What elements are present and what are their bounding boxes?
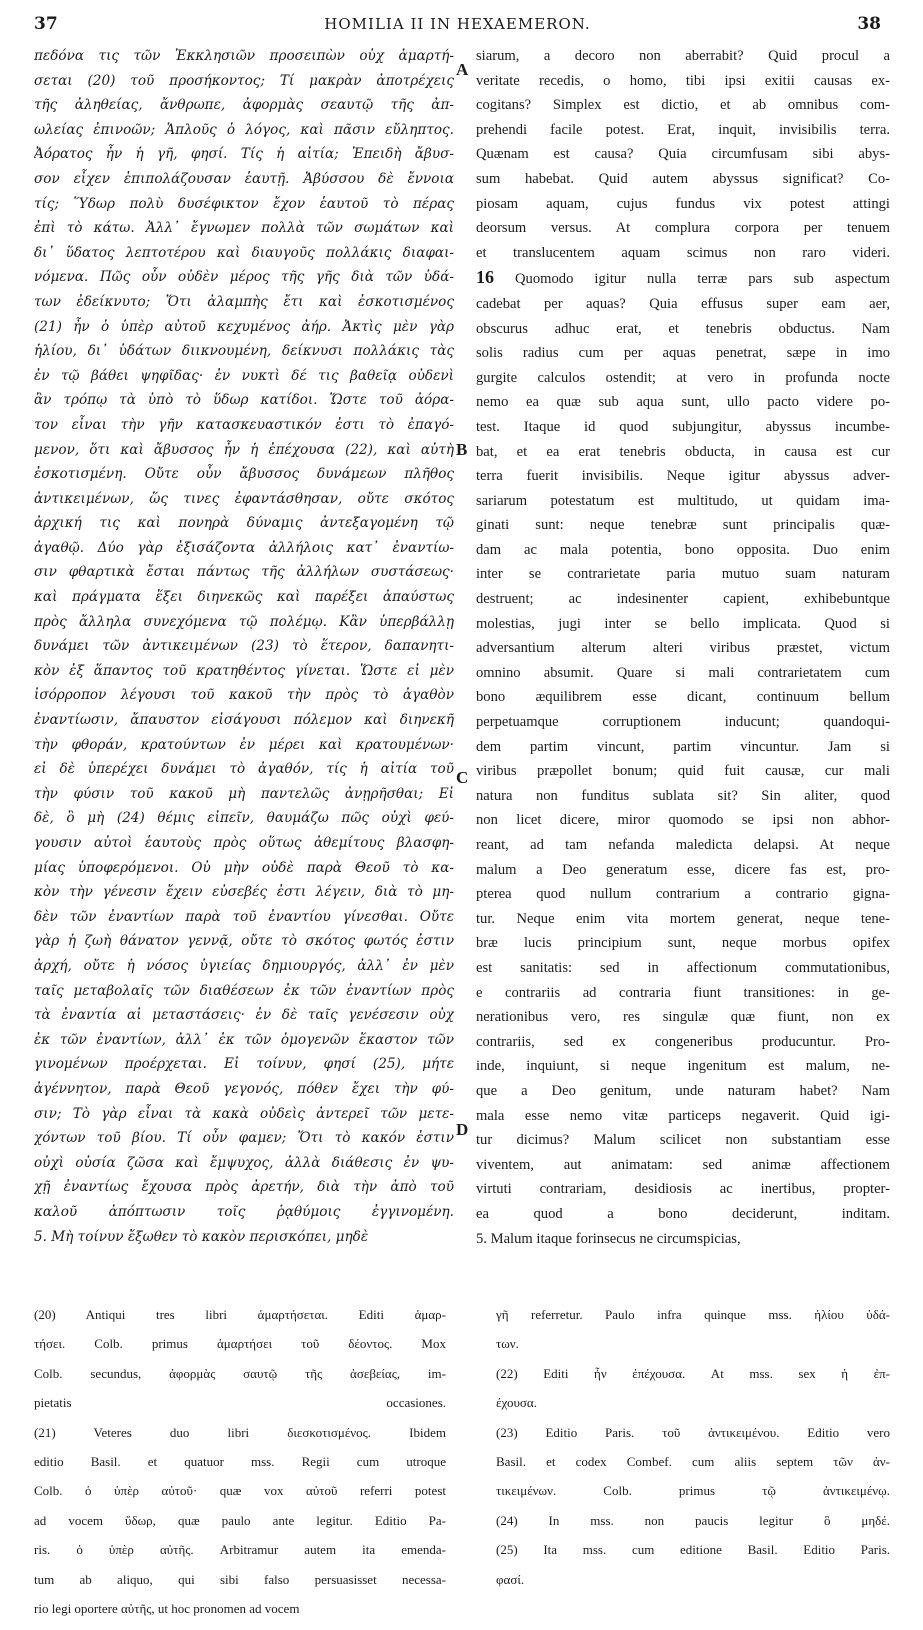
greek-text-line: ἐπὶ τὸ κάτω. Ἀλλ᾽ ἔγνωμεν πολλὰ τῶν σωμάτων καὶ xyxy=(34,220,454,237)
margin-marker-b: B xyxy=(456,440,468,459)
footnote-line: των. xyxy=(496,1336,519,1352)
footnote-line: (21) Veteres duo libri διεσκοτισμένος. Ibidem xyxy=(34,1424,446,1440)
greek-text-line: σεται (20) τοῦ προσήκοντος; Τί μακρὰν ἀποτρέχεις xyxy=(34,72,454,89)
greek-text-line: ἰσόρροπον λέγουσι τοῦ κακοῦ τὴν πρὸς τὸ ἀγαθὸν xyxy=(34,687,454,704)
latin-text-line: omnino absumit. Quare si mali contrarietatem cum xyxy=(476,664,890,681)
greek-text-line: τον εἶναι τὴν γῆν κατασκευαστικόν ἐστι τὸ ἐπαγό- xyxy=(34,416,454,433)
greek-text-line: τίς; Ὕδωρ πολὺ δυσέφικτον ἔχον ἑαυτοῦ τὸ πέρας xyxy=(34,195,454,212)
greek-text-line: 5. Μὴ τοίνυν ἔξωθεν τὸ κακὸν περισκόπει, μηδὲ xyxy=(34,1228,369,1245)
latin-text-line: siarum, a decoro non aberrabit? Quid procul a xyxy=(476,48,890,64)
greek-text-line: γὰρ ἡ ζωὴ θάνατον γεννᾷ, οὔτε τὸ σκότος φωτός ἐστιν xyxy=(34,933,454,950)
latin-text-line: inter se contrarietate paria mutuo suam naturam xyxy=(476,566,890,583)
latin-text-line: destruent; ac indesinenter capient, exhibebuntque xyxy=(476,591,890,608)
greek-text-line: σιν; Τὸ γὰρ εἶναι τὰ κακὰ οὐδεὶς ἀντερεῖ τῶν μετε- xyxy=(34,1105,454,1122)
page-number-right: 38 xyxy=(857,14,881,34)
footnote-line: (20) Antiqui tres libri ἁμαρτήσεται. Editi ἁμαρ- xyxy=(34,1307,446,1322)
latin-text-line: bat, et ea erat tenebris obducta, in causa est cur xyxy=(476,443,890,460)
latin-text-line: sum habebat. Quid autem abyssus significat? Co- xyxy=(476,170,890,187)
latin-text-line: viribus præpollet bonum; quid fuit causæ, cur mali xyxy=(476,763,890,780)
latin-text-line: dam ac mala potentia, bono opposita. Duo enim xyxy=(476,541,890,558)
margin-marker-c: C xyxy=(456,768,469,787)
page-header xyxy=(34,14,881,38)
latin-text-line: e contrariis ad contraria fiunt transitiones: in ge- xyxy=(476,984,890,1001)
footnote-line: tum ab aliquo, qui sibi falso persuasisset necessa- xyxy=(34,1571,446,1587)
greek-text-line: χόντων τοῦ βίου. Τί οὖν φαμεν; Ὅτι τὸ κακόν ἐστιν xyxy=(34,1130,454,1147)
greek-text-line: δυνάμει τῶν ἀντικειμένων (23) τὸ ἕτερον, δαπανητι- xyxy=(34,638,454,655)
footnote-line: (24) In mss. non paucis legitur ὃ μηδέ. xyxy=(496,1512,890,1528)
latin-text-line: sariarum potestatum est multitudo, ut quidam ima- xyxy=(476,492,890,509)
latin-text-line: inde, inquiunt, si neque ingenitum est malum, ne- xyxy=(476,1058,890,1075)
greek-text-line: μενον, ὅτι καὶ ἄβυσσος ἦν ἡ ἐπέχουσα (22), καὶ αὐτὴ xyxy=(34,441,454,458)
greek-text-line: ἐσκοτισμένη. Οὔτε οὖν ἄβυσσος δυνάμεων πλῆθος xyxy=(34,466,454,483)
greek-text-line: τὴν φύσιν τοῦ κακοῦ μὴ παντελῶς ἀνῃρῆσθαι; Εἰ xyxy=(34,785,454,802)
greek-text-line: (21) ἦν ὁ ὑπὲρ αὐτοῦ κεχυμένος ἀήρ. Ἀκτὶς μὲν γὰρ xyxy=(34,318,454,335)
greek-text-line: σον εἶχεν ἐπιπολάζουσαν ἑαυτῇ. Ἀβύσσου δὲ ἔννοια xyxy=(34,170,454,187)
latin-text-line: bræ lucis principium sunt, neque morbus opifex xyxy=(476,935,890,952)
latin-text-line: tur. Neque enim vita mortem generat, neque tene- xyxy=(476,910,890,927)
greek-text-line: ἡλίου, δι᾽ ὑδάτων διικνουμένη, δείκνυσι πολλάκις τὰς xyxy=(34,343,454,360)
latin-text-line: cadebat per aquas? Quia effusus super eam aer, xyxy=(476,295,890,312)
footnote-line: γῆ referretur. Paulo infra quinque mss. ἡλίου ὑδά- xyxy=(496,1307,890,1322)
greek-text-line: τῆς ἀληθείας, ἄνθρωπε, ἀφορμὰς σεαυτῷ τῆς ἀπ- xyxy=(34,97,454,114)
footnotes-right-column xyxy=(496,1294,890,1601)
latin-text-line: deorsum versus. At complura corpora per tenuem xyxy=(476,220,890,237)
latin-text-line: virtuti contrariam, desidiosis ac inertibus, propter- xyxy=(476,1181,890,1198)
greek-text-line: ἀγαθῷ. Δύο γὰρ ἐξισάζοντα ἀλλήλοις κατ᾽ ἐναντίω- xyxy=(34,539,454,556)
footnote-line: φασί. xyxy=(496,1571,525,1587)
greek-text-line: κὸν τὴν γένεσιν ἔχειν εὐσεβές ἐστι λέγειν, διὰ τὸ μη- xyxy=(34,884,454,901)
greek-text-line: κὸν ἐξ ἅπαντος τοῦ κρατηθέντος γίνεται. Ὥστε εἰ μὲν xyxy=(34,662,454,679)
latin-text-line: ea quod a bono deciderunt, inditam. xyxy=(476,1205,890,1222)
latin-text-line: tur dicimus? Malum scilicet non substantiam esse xyxy=(476,1132,890,1149)
greek-text-line: γινομένων προέρχεται. Εἰ τοίνυν, φησί (25), μήτε xyxy=(34,1056,454,1073)
greek-text-line: καὶ πράγματα ἕξει διηνεκῶς καὶ παρέξει ἀπαύστως xyxy=(34,589,454,606)
greek-text-line: μίας ὑποφερόμενοι. Οὐ μὴν οὐδὲ παρὰ Θεοῦ τὸ κα- xyxy=(34,859,454,876)
greek-text-line: δι᾽ ὕδατος λεπτοτέρου καὶ διαυγοῦς πολλάκις διαφαι- xyxy=(34,244,454,261)
greek-text-line: δὲ, ὃ μὴ (24) θέμις εἰπεῖν, θαυμάζω πῶς οὐχὶ φεύ- xyxy=(34,810,454,827)
latin-text-line: et translucentem aquam scimus non raro videri. xyxy=(476,244,890,261)
greek-text-line: ἂν τρόπῳ τὰ ὑπὸ τὸ ὕδωρ κατίδοι. Ὥστε τοῦ ἀόρα- xyxy=(34,392,454,409)
latin-text-line: veritate recedis, o homo, tibi ipsi exitii causas ex- xyxy=(476,72,890,89)
latin-text-line: Quænam est causa? Quia circumfusam sibi abys- xyxy=(476,146,890,163)
latin-text-line: mala esse nemo vitæ particeps negaverit. Quid igi- xyxy=(476,1107,890,1124)
greek-text-line: ἐκ τῶν ἐναντίων, ἀλλ᾽ ἐκ τῶν ὁμογενῶν ἕκαστον τῶν xyxy=(34,1031,454,1048)
greek-text-line: δὲν τῶν ἐναντίων παρὰ τοῦ ἐναντίου γίνεσθαι. Οὔτε xyxy=(34,908,454,925)
latin-text-line: non licet dicere, miror quomodo se ipsi non abhor- xyxy=(476,812,890,829)
greek-text-line: ἐναντίωσιν, ἄπαυστον εἰσάγουσι πόλεμον καὶ διηνεκῆ xyxy=(34,712,454,729)
footnote-line: rio legi oportere αὐτῆς, ut hoc pronomen ad vocem xyxy=(34,1601,300,1617)
latin-text-line: adversantium alterum alteri viribus præstet, victum xyxy=(476,640,890,657)
latin-text-line: terra fuerit invisibilis. Neque igitur abyssus adver- xyxy=(476,468,890,485)
latin-text-line: viventem, aut animatam: sed animæ affectionem xyxy=(476,1156,890,1173)
greek-text-line: εἰ δὲ ὑπερέχει δυνάμει τὸ ἀγαθόν, τίς ἡ αἰτία τοῦ xyxy=(34,761,454,778)
footnote-line: editio Basil. et quatuor mss. Regii cum utroque xyxy=(34,1454,446,1470)
latin-text-line: 5. Malum itaque forinsecus ne circumspicias, xyxy=(476,1230,741,1247)
latin-text-line: malum a Deo generatum esse, dicere fas est, pro- xyxy=(476,861,890,878)
footnote-line: ad vocem ὕδωρ, quæ paulo ante legitur. Editio Pa- xyxy=(34,1512,446,1528)
footnote-line: (23) Editio Paris. τοῦ ἀντικειμένου. Editio vero xyxy=(496,1424,890,1440)
footnote-line: τήσει. Colb. primus ἁμαρτήσει τοῦ δέοντος. Mox xyxy=(34,1336,446,1352)
page-number-left: 37 xyxy=(34,14,58,34)
greek-text-line: ἀντικειμένων, ὥς τινες ἐφαντάσθησαν, οὔτε σκότος xyxy=(34,490,454,507)
footnote-line: pietatis occasiones. xyxy=(34,1395,446,1411)
footnote-line: ris. ὁ ὑπὲρ αὐτῆς. Arbitramur autem ita emenda- xyxy=(34,1542,446,1558)
latin-text-line-body: Quomodo igitur nulla terræ pars sub aspectum xyxy=(494,271,890,288)
greek-text-line: τὰ ἐναντία αἱ μεταστάσεις· ἐν δὲ ταῖς γενέσεσιν οὐχ xyxy=(34,1007,454,1024)
latin-text-line: est sanitatis: sed in affectionum commutationibus, xyxy=(476,959,890,976)
greek-text-line: καλοῦ ἀπόπτωσιν τοῖς ῥᾳθύμοις ἐγγινομένη. xyxy=(34,1203,454,1220)
section-number: 16 xyxy=(476,267,494,288)
greek-text-line: ωλείας ἐπινοῶν; Ἁπλοῦς ὁ λόγος, καὶ πᾶσιν εὔληπτος. xyxy=(34,121,454,138)
greek-text-line: ταῖς μεταβολαῖς τῶν διαθέσεων ἐκ τῶν ἐναντίων πρὸς xyxy=(34,982,454,999)
greek-text-line: ἀρχή, οὔτε ἡ νόσος ὑγιείας δημιουργός, ἀλλ᾽ ἐν μὲν xyxy=(34,957,454,974)
latin-text-column xyxy=(476,44,890,1251)
greek-text-line: γουσιν αὐτοὶ ἑαυτοὺς πρὸς οὕτως ἀθεμίτους βλασφη- xyxy=(34,835,454,851)
greek-text-line: χῇ ἐναντίως ἔχουσα πρὸς ἀρετήν, διὰ τὴν ἀπὸ τοῦ xyxy=(34,1179,454,1196)
greek-text-line: των ἐδείκνυτο; Ὅτι ἀλαμπὴς ἔτι καὶ ἐσκοτισμένος xyxy=(34,293,454,310)
latin-text-line: pterea quod nullum contrarium a contrario gigna- xyxy=(476,886,890,903)
latin-text-line: bono æquilibrem esse dicant, continuum bellum xyxy=(476,689,890,706)
greek-text-line: Ἀόρατος ἦν ἡ γῆ, φησί. Τίς ἡ αἰτία; Ἐπειδὴ ἄβυσ- xyxy=(34,146,454,163)
latin-text-line: contrariis, sed ex congeneribus producuntur. Pro- xyxy=(476,1033,890,1050)
latin-text-line: gurgite calculos ostendit; at vero in profunda nocte xyxy=(476,369,890,386)
footnote-line: Basil. et codex Combef. cum aliis septem τῶν ἀν- xyxy=(496,1454,890,1470)
latin-text-line: test. Itaque id quod subjungitur, abyssus incumbe- xyxy=(476,418,890,435)
latin-text-line: que a Deo genitum, unde naturam habet? Nam xyxy=(476,1082,890,1099)
margin-marker-a: A xyxy=(456,60,469,79)
latin-text-line: prehendi facile potest. Erat, inquit, invisibilis terra. xyxy=(476,121,890,138)
footnote-line: έχουσα. xyxy=(496,1395,537,1411)
greek-text-line: πεδόνα τις τῶν Ἐκκλησιῶν προσειπὼν οὐχ ἁμαρτή- xyxy=(34,48,454,64)
footnote-line: (25) Ita mss. cum editione Basil. Editio Paris. xyxy=(496,1542,890,1558)
greek-text-column xyxy=(34,44,454,1249)
greek-text-line: οὐχὶ οὐσία ζῶσα καὶ ἔμψυχος, ἀλλὰ διάθεσις ἐν ψυ- xyxy=(34,1154,454,1171)
running-title: HOMILIA II IN HEXAEMERON. xyxy=(324,15,591,33)
latin-text-line xyxy=(476,265,890,292)
margin-marker-d: D xyxy=(456,1120,469,1139)
footnotes-left-column xyxy=(34,1294,446,1630)
latin-text-line: ginati sunt: neque tenebræ sunt principalis quæ- xyxy=(476,517,890,534)
greek-text-line: ἀγέννητον, παρὰ Θεοῦ γεγονός, πόθεν ἔχει τὴν φύ- xyxy=(34,1080,454,1097)
footnote-line: τικειμένων. Colb. primus τῷ ἀντικειμένῳ. xyxy=(496,1483,890,1499)
latin-text-line: obscurus adhuc erat, et tenebris obductus. Nam xyxy=(476,320,890,337)
latin-text-line: molestias, jugi inter se bello implicata. Quod si xyxy=(476,615,890,632)
footnote-line: Colb. ὁ ὑπὲρ αὐτοῦ· quæ vox αὐτοῦ referri potest xyxy=(34,1483,446,1499)
footnote-line: (22) Editi ἦν ἐπέχουσα. At mss. sex ἡ ἐπ- xyxy=(496,1365,890,1381)
footnote-line: Colb. secundus, ἀφορμὰς σαυτῷ τῆς ἀσεβείας, im- xyxy=(34,1365,446,1381)
latin-text-line: cogitans? Simplex est dictio, et ab omnibus com- xyxy=(476,97,890,114)
latin-text-line: reant, ad tam nefanda maledicta delapsi. At neque xyxy=(476,837,890,853)
greek-text-line: νόμενα. Πῶς οὖν οὐδὲν μέρος τῆς γῆς διὰ τῶν ὑδά- xyxy=(34,269,454,286)
greek-text-line: ἐν τῷ βάθει ψηφῖδας· ἐν νυκτὶ δέ τις βαθεῖᾳ οὐδενὶ xyxy=(34,367,454,384)
latin-text-line: dem partim vincunt, partim vincuntur. Jam si xyxy=(476,738,890,755)
greek-text-line: σιν φθαρτικὰ ἔσται πάντως τῆς ἀλλήλων συστάσεως· xyxy=(34,564,454,581)
latin-text-line: nerationibus vero, res singulæ quæ fiunt, non ex xyxy=(476,1009,890,1026)
latin-text-line: nemo ea quæ sub aqua sunt, ullo pacto videre po- xyxy=(476,394,890,411)
latin-text-line: natura non funditus sublata sit? Sin aliter, quod xyxy=(476,787,890,804)
latin-text-line: solis radius cum per aquas penetrat, sæpe in imo xyxy=(476,345,890,362)
greek-text-line: πρὸς ἄλληλα συνεχόμενα τῷ πολέμῳ. Κἂν ὑπερβάλλῃ xyxy=(34,613,454,630)
greek-text-line: ἀρχική τις καὶ πονηρὰ δύναμις ἀντεξαγομένη τῷ xyxy=(34,515,454,532)
latin-text-line: perpetuamque corruptionem inducunt; quandoqui- xyxy=(476,714,890,731)
latin-text-line: piosam aquam, cujus fundus vix potest attingi xyxy=(476,195,890,212)
greek-text-line: τὴν φθοράν, κρατούντων ἐν μέρει καὶ κρατουμένων· xyxy=(34,736,454,753)
